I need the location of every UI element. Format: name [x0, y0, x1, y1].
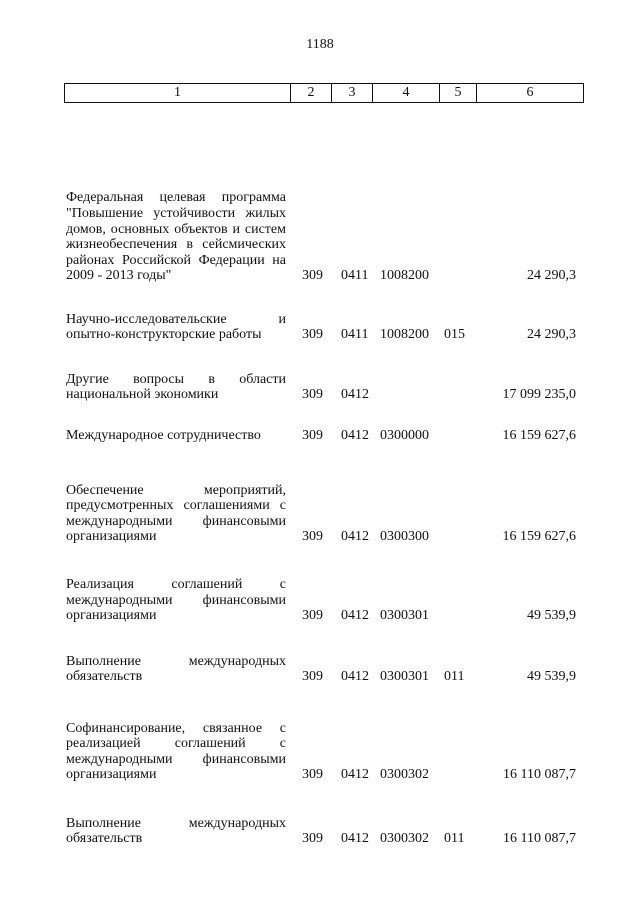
row-code-5: 011 [444, 669, 465, 685]
row-amount: 49 539,9 [527, 669, 576, 685]
budget-row [0, 652, 640, 685]
row-code-2: 309 [302, 428, 323, 444]
row-code-3: 0412 [341, 767, 369, 783]
row-code-3: 0412 [341, 669, 369, 685]
row-code-3: 0412 [341, 608, 369, 624]
row-amount: 16 110 087,7 [503, 831, 576, 847]
row-code-2: 309 [302, 608, 323, 624]
column-header-3: 3 [332, 84, 373, 103]
row-name: Выполнение международных обязательств [66, 815, 286, 847]
row-code-5: 015 [444, 327, 465, 343]
budget-row [0, 575, 640, 624]
row-code-3: 0412 [341, 831, 369, 847]
budget-row [0, 370, 640, 403]
row-code-4: 0300302 [380, 831, 429, 847]
row-name: Обеспечение мероприятий, предусмотренных соглашениями с международными финансовыми организациями [66, 482, 286, 545]
row-code-5: 011 [444, 831, 465, 847]
row-name: Выполнение международных обязательств [66, 653, 286, 685]
row-code-2: 309 [302, 268, 323, 284]
row-name: Другие вопросы в области национальной экономики [66, 371, 286, 403]
row-name: Федеральная целевая программа "Повышение устойчивости жилых домов, основных объектов и систем жизнеобеспечения в сейсмических районах Российской Федерации на 2009 - 2013 годы" [66, 190, 286, 284]
column-header-6: 6 [477, 84, 584, 103]
row-code-4: 0300301 [380, 669, 429, 685]
row-amount: 17 099 235,0 [502, 387, 576, 403]
row-code-4: 1008200 [380, 268, 429, 284]
budget-row [0, 145, 640, 284]
row-amount: 16 110 087,7 [503, 767, 576, 783]
budget-row [0, 814, 640, 847]
row-code-3: 0412 [341, 529, 369, 545]
budget-row [0, 427, 640, 444]
column-header-5: 5 [440, 84, 477, 103]
row-code-4: 1008200 [380, 327, 429, 343]
page-number: 1188 [306, 37, 334, 52]
column-header-4: 4 [373, 84, 440, 103]
budget-row [0, 310, 640, 343]
row-code-2: 309 [302, 669, 323, 685]
row-amount: 16 159 627,6 [502, 529, 576, 545]
row-code-4: 0300301 [380, 608, 429, 624]
row-name: Реализация соглашений с международными финансовыми организациями [66, 577, 286, 624]
column-header-row [65, 84, 584, 103]
row-amount: 24 290,3 [527, 268, 576, 284]
budget-row [0, 718, 640, 783]
row-code-2: 309 [302, 767, 323, 783]
row-code-4: 0300000 [380, 428, 429, 444]
row-code-3: 0411 [341, 327, 369, 343]
row-name: Международное сотрудничество [66, 428, 261, 444]
column-header-2: 2 [291, 84, 332, 103]
row-code-4: 0300302 [380, 767, 429, 783]
row-code-3: 0412 [341, 428, 369, 444]
budget-row [0, 480, 640, 545]
row-amount: 49 539,9 [527, 608, 576, 624]
row-code-2: 309 [302, 387, 323, 403]
row-code-2: 309 [302, 831, 323, 847]
row-code-3: 0412 [341, 387, 369, 403]
row-name: Научно-исследовательские и опытно-конструкторские работы [66, 311, 286, 343]
row-code-4: 0300300 [380, 529, 429, 545]
column-header-1: 1 [65, 84, 291, 103]
row-code-2: 309 [302, 529, 323, 545]
row-name: Софинансирование, связанное с реализацией соглашений с международными финансовыми организациями [66, 720, 286, 783]
column-header-table [64, 83, 584, 103]
row-amount: 16 159 627,6 [502, 428, 576, 444]
row-amount: 24 290,3 [527, 327, 576, 343]
row-code-2: 309 [302, 327, 323, 343]
row-code-3: 0411 [341, 268, 369, 284]
